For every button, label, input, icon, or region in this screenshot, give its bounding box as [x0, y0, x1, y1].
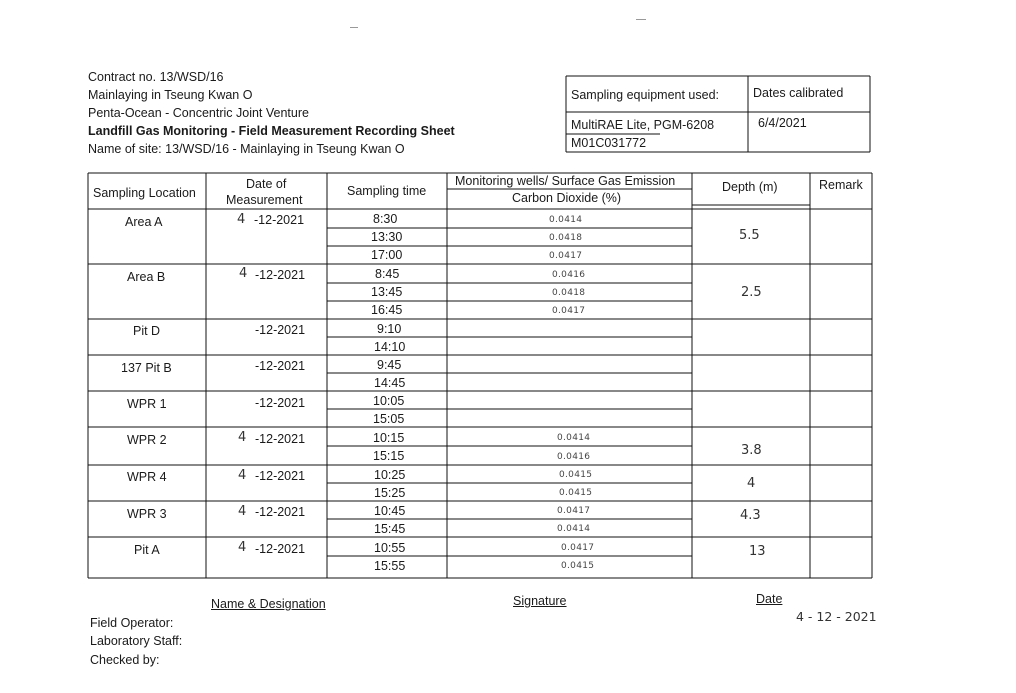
- depth-pit-a: 13: [749, 544, 766, 559]
- date-wpr-1: -12-2021: [255, 396, 306, 410]
- location-wpr-4: WPR 4: [127, 470, 167, 484]
- date-137-pit-b: -12-2021: [255, 359, 306, 373]
- co2-wpr-2-1: 0.0414: [557, 433, 591, 443]
- equipment-model: MultiRAE Lite, PGM-6208: [571, 118, 715, 132]
- time-area-b-1: 8:45: [375, 267, 400, 281]
- time-wpr-2-2: 15:15: [373, 449, 405, 463]
- header-sampling-location: Sampling Location: [93, 186, 196, 200]
- header-monitoring: Monitoring wells/ Surface Gas Emission: [455, 174, 676, 188]
- date-day-area-b: 4: [239, 266, 248, 281]
- equipment-label: Sampling equipment used:: [571, 88, 720, 102]
- time-area-a-3: 17:00: [371, 248, 403, 262]
- footer-signature: Signature: [513, 594, 567, 608]
- date-area-b: -12-2021: [255, 268, 306, 282]
- time-wpr-1-1: 10:05: [373, 394, 405, 408]
- time-wpr-4-1: 10:25: [374, 468, 406, 482]
- location-wpr-1: WPR 1: [127, 397, 167, 411]
- footer-field-operator: Field Operator:: [90, 616, 174, 630]
- depth-area-b: 2.5: [741, 285, 762, 300]
- time-wpr-3-1: 10:45: [374, 504, 406, 518]
- header-co2: Carbon Dioxide (%): [512, 191, 622, 205]
- co2-area-a-2: 0.0418: [549, 233, 583, 243]
- co2-area-b-2: 0.0418: [552, 288, 586, 298]
- calibrated-label: Dates calibrated: [753, 86, 844, 100]
- time-pit-a-1: 10:55: [374, 541, 406, 555]
- co2-wpr-2-2: 0.0416: [557, 452, 591, 462]
- co2-area-b-1: 0.0416: [552, 270, 586, 280]
- location-wpr-2: WPR 2: [127, 433, 167, 447]
- time-pit-a-2: 15:55: [374, 559, 406, 573]
- contract-number: Contract no. 13/WSD/16: [88, 70, 224, 84]
- co2-wpr-3-1: 0.0417: [557, 506, 591, 516]
- co2-wpr-4-1: 0.0415: [559, 470, 593, 480]
- co2-pit-a-1: 0.0417: [561, 543, 595, 553]
- header-date-line1: Date of: [246, 177, 287, 191]
- date-wpr-2: -12-2021: [255, 432, 306, 446]
- project-name: Mainlaying in Tseung Kwan O: [88, 88, 253, 102]
- co2-area-b-3: 0.0417: [552, 306, 586, 316]
- footer-name-designation: Name & Designation: [211, 597, 326, 611]
- location-pit-a: Pit A: [134, 543, 160, 557]
- location-pit-d: Pit D: [133, 324, 161, 338]
- footer-date-label: Date: [756, 592, 783, 606]
- location-area-a: Area A: [125, 215, 163, 229]
- time-wpr-2-1: 10:15: [373, 431, 405, 445]
- time-area-a-1: 8:30: [373, 212, 398, 226]
- co2-wpr-4-2: 0.0415: [559, 488, 593, 498]
- time-wpr-4-2: 15:25: [374, 486, 406, 500]
- depth-area-a: 5.5: [739, 228, 760, 243]
- date-day-wpr-4: 4: [238, 468, 247, 483]
- co2-pit-a-2: 0.0415: [561, 561, 595, 571]
- time-pit-d-1: 9:10: [377, 322, 402, 336]
- calibrated-date: 6/4/2021: [758, 116, 807, 130]
- header-remark: Remark: [819, 178, 863, 192]
- location-137-pit-b: 137 Pit B: [121, 361, 172, 375]
- date-day-area-a: 4: [237, 212, 246, 227]
- co2-wpr-3-2: 0.0414: [557, 524, 591, 534]
- header-depth: Depth (m): [722, 180, 778, 194]
- header-date-line2: Measurement: [226, 193, 303, 207]
- header-sampling-time: Sampling time: [347, 184, 427, 198]
- co2-area-a-3: 0.0417: [549, 251, 583, 261]
- depth-wpr-2: 3.8: [741, 443, 762, 458]
- depth-wpr-3: 4.3: [740, 508, 761, 523]
- date-day-pit-a: 4: [238, 540, 247, 555]
- time-pit-d-2: 14:10: [374, 340, 406, 354]
- date-wpr-3: -12-2021: [255, 505, 306, 519]
- location-wpr-3: WPR 3: [127, 507, 167, 521]
- date-pit-a: -12-2021: [255, 542, 306, 556]
- date-wpr-4: -12-2021: [255, 469, 306, 483]
- contractor-name: Penta-Ocean - Concentric Joint Venture: [88, 106, 309, 120]
- site-name: Name of site: 13/WSD/16 - Mainlaying in Tseung Kwan O: [88, 142, 405, 156]
- date-area-a: -12-2021: [254, 213, 305, 227]
- footer-laboratory-staff: Laboratory Staff:: [90, 634, 183, 648]
- co2-area-a-1: 0.0414: [549, 215, 583, 225]
- date-day-wpr-3: 4: [238, 504, 247, 519]
- time-137-pit-b-1: 9:45: [377, 358, 402, 372]
- footer-checked-by: Checked by:: [90, 653, 160, 667]
- footer-date-value: 4 - 12 - 2021: [796, 609, 877, 624]
- time-area-a-2: 13:30: [371, 230, 403, 244]
- time-wpr-3-2: 15:45: [374, 522, 406, 536]
- time-137-pit-b-2: 14:45: [374, 376, 406, 390]
- time-area-b-2: 13:45: [371, 285, 403, 299]
- equipment-serial: M01C031772: [571, 136, 647, 150]
- time-area-b-3: 16:45: [371, 303, 403, 317]
- date-pit-d: -12-2021: [255, 323, 306, 337]
- location-area-b: Area B: [127, 270, 166, 284]
- time-wpr-1-2: 15:05: [373, 412, 405, 426]
- depth-wpr-4: 4: [747, 476, 756, 491]
- sheet-title: Landfill Gas Monitoring - Field Measurement Recording Sheet: [88, 124, 455, 138]
- date-day-wpr-2: 4: [238, 430, 247, 445]
